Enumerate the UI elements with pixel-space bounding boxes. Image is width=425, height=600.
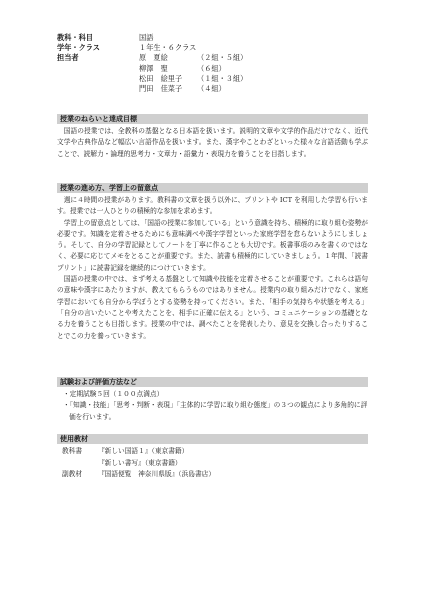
teacher-name: 門田 佳菜子 xyxy=(139,84,183,94)
teacher-item xyxy=(139,64,247,74)
teacher-group: （４組） xyxy=(197,84,226,94)
method-heading: 授業の進め方、学習上の留意点 xyxy=(57,183,368,193)
evaluation-item: ・「知識・技能」「思考・判断・表現」「主体的に学習に取り組む態度」の３つの観点により多角的に評価を行います。 xyxy=(63,401,368,421)
teacher-group: （２組・５組） xyxy=(197,53,248,63)
material-item: 『新しい国語１』（東京書籍） xyxy=(98,447,189,455)
materials-row xyxy=(62,446,373,469)
materials-row xyxy=(62,469,373,481)
teacher-group: （６組） xyxy=(197,63,226,73)
evaluation-heading: 試験および評価方法など xyxy=(57,377,368,387)
grade-label: 学年・クラス xyxy=(57,43,100,53)
grade-value: １年生・６クラス xyxy=(139,43,197,53)
teacher-item xyxy=(139,74,247,84)
materials-label: 副教材 xyxy=(62,470,83,479)
goals-body xyxy=(57,126,368,160)
teacher-group: （１組・３組） xyxy=(197,73,248,83)
materials-body xyxy=(62,446,373,481)
evaluation-body xyxy=(57,389,368,423)
teacher-name: 原 夏絵 xyxy=(139,53,168,63)
method-body xyxy=(57,195,368,342)
teacher-row xyxy=(57,53,247,94)
materials-values xyxy=(98,469,215,481)
teacher-name: 松田 絵里子 xyxy=(139,73,183,83)
materials-label: 教科書 xyxy=(62,447,83,455)
teacher-item xyxy=(139,53,247,63)
materials-values xyxy=(98,446,188,469)
teacher-list xyxy=(139,53,247,94)
material-item: 『国語便覧 神奈川県版』（浜島書店） xyxy=(98,470,216,479)
material-item: 『新しい書写』（東京書籍） xyxy=(98,458,182,467)
method-paragraph: 学習上の留意点としては、「国語の授業に参加している」という意識を持ち、積極的に取り組む姿勢が必要です。知識を定着させるためにも意味調べや漢字学習といった家庭学習を怠らないようにしましょう。そして、自分の学習記録としてノートを丁寧に作ることも大切です。板書事項のみを書くのではなく、必要に応じてメモをとることが重要です。また、読書も積極的にしていきましょう。１年間、「読書プリント」に読書記録を継続的につけていきます。 xyxy=(57,218,368,272)
teacher-label: 担当者 xyxy=(57,53,79,63)
method-paragraph: 週に４時間の授業があります。教科書の文章を扱う以外に、プリントや ICT を利用した学習も行います。授業では一人ひとりの積極的な参加を求めます。 xyxy=(57,196,368,216)
subject-value: 国語 xyxy=(139,33,154,42)
materials-heading: 使用教材 xyxy=(57,434,368,444)
subject-row xyxy=(57,33,247,43)
teacher-item xyxy=(139,84,247,94)
course-meta xyxy=(57,33,247,94)
goals-heading: 授業のねらいと達成目標 xyxy=(57,114,368,124)
goals-paragraph: 国語の授業では、全教科の基盤となる日本語を扱います。説明的文章や文学的作品だけでなく、近代文学や古典作品など幅広い言語作品を扱います。また、漢字やことわざといった様々な言語活動も学ぶことで、読解力・論理的思考力・文章力・語彙力・表現力を養うことを目指します。 xyxy=(57,127,368,158)
subject-label: 教科・科目 xyxy=(57,33,93,42)
evaluation-item: ・定期試験５回（１００点満点） xyxy=(63,390,164,398)
teacher-name: 柳澤 聖 xyxy=(139,63,168,73)
method-paragraph: 国語の授業の中では、まず考える基盤として知識や技能を定着させることが重要です。これらは語句の意味や漢字にあたりますが、教えてもらうものではありません。授業内の取り組みだけでなく、家庭学習においても自分から学ぼうとする姿勢を持ってください。また、「相手の気持ちや状態を考える」「自分の言いたいことや考えたことを、相手に正確に伝える」という、コミュニケーションの基礎となる力を養うことも目指します。授業の中では、調べたことを発表したり、意見を交換し合ったりすることでこの力を養っていきます。 xyxy=(57,275,368,340)
grade-row xyxy=(57,43,247,53)
